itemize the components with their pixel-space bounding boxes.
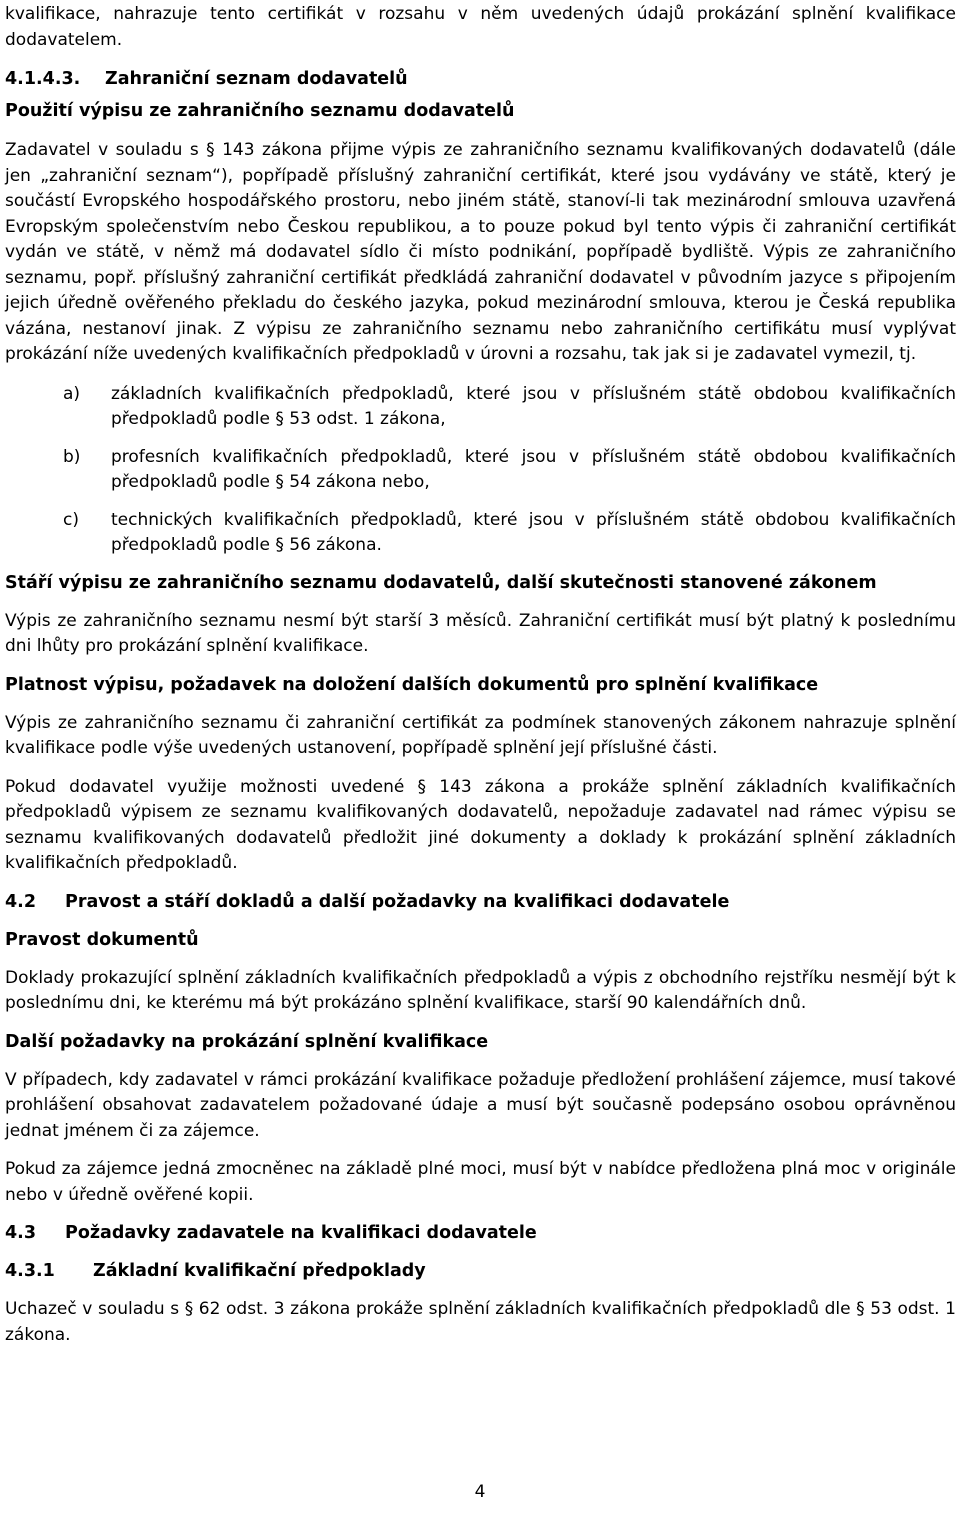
- list-marker: c): [63, 509, 79, 530]
- section-title: Pravost a stáří dokladů a další požadavky na kvalifikaci dodavatele: [65, 891, 730, 912]
- list-text: profesních kvalifikačních předpokladů, které jsou v příslušném státě obdobou kvalifikačních předpokladů podle § 54 zákona nebo,: [111, 446, 956, 492]
- section-title: Požadavky zadavatele na kvalifikaci dodavatele: [65, 1223, 537, 1243]
- section-4-3-1-heading: [5, 1259, 956, 1284]
- age-paragraph: Výpis ze zahraničního seznamu nesmí být starší 3 měsíců. Zahraniční certifikát musí být platný k poslednímu dni lhůty pro prokázání splnění kvalifikace.: [5, 610, 956, 656]
- validity-paragraph-1: Výpis ze zahraničního seznamu či zahraniční certifikát za podmínek stanovených zákonem nahrazuje splnění kvalifikace podle výše uvedených ustanovení, popřípadě splnění její příslušné části.: [5, 712, 956, 758]
- validity-heading: Platnost výpisu, požadavek na doložení dalších dokumentů pro splnění kvalifikace: [5, 674, 819, 695]
- list-item: [5, 508, 956, 559]
- other-requirements-paragraph-1: V případech, kdy zadavatel v rámci prokázání kvalifikace požaduje předložení prohlášení zájemce, musí takové prohlášení obsahovat zadavatelem požadované údaje a musí být současně podepsáno osobou oprávněnou jednat jménem či za zájemce.: [5, 1069, 956, 1141]
- age-heading: Stáří výpisu ze zahraničního seznamu dodavatelů, další skutečnosti stanovené zákonem: [5, 572, 877, 593]
- validity-paragraph-2: Pokud dodavatel využije možnosti uvedené § 143 zákona a prokáže splnění základních kvalifikačních předpokladů výpisem ze seznamu kvalifikovaných dodavatelů, nepožaduje zadavatel nad rámec výpisu se seznamu kvalifikovaných dodavatelů předložit jiné dokumenty a doklady k prokázání splnění základních kvalifikačních předpokladů.: [5, 776, 956, 873]
- basic-qualification-paragraph: Uchazeč v souladu s § 62 odst. 3 zákona prokáže splnění základních kvalifikačních předpokladů dle § 53 odst. 1 zákona.: [5, 1299, 956, 1345]
- list-item: [5, 445, 956, 496]
- section-number: 4.2: [5, 891, 37, 912]
- section-4-2-heading: [5, 890, 956, 915]
- section-number: 4.3.1: [5, 1261, 55, 1281]
- list-marker: b): [63, 446, 81, 467]
- document-page: [5, 0, 956, 1348]
- use-heading: Použití výpisu ze zahraničního seznamu dodavatelů: [5, 101, 515, 121]
- requirements-list: [5, 382, 956, 559]
- list-text: základních kvalifikačních předpokladů, které jsou v příslušném státě obdobou kvalifikačních předpokladů podle § 53 odst. 1 zákona,: [111, 383, 956, 429]
- section-title: Zahraniční seznam dodavatelů: [105, 69, 408, 89]
- other-requirements-paragraph-2: Pokud za zájemce jedná zmocněnec na základě plné moci, musí být v nabídce předložena plná moc v originále nebo v úředně ověřené kopii.: [5, 1159, 956, 1205]
- intro-paragraph: kvalifikace, nahrazuje tento certifikát v rozsahu v něm uvedených údajů prokázání splnění kvalifikace dodavatelem.: [5, 4, 956, 50]
- authenticity-heading: Pravost dokumentů: [5, 929, 199, 950]
- use-paragraph: Zadavatel v souladu s § 143 zákona přijme výpis ze zahraničního seznamu kvalifikovaných dodavatelů (dále jen „zahraniční seznam“), popřípadě příslušný zahraniční certifikát, které jsou vydávány ve státě, který je součástí Evropského hospodářského prostoru, nebo jiném státě, stanoví-li tak mezinárodní smlouva uzavřená Evropským společenstvím nebo Českou republikou, a to pouze pokud byl tento výpis či zahraniční certifikát vydán ve státě, v němž má dodavatel sídlo či místo podnikání, popřípadě bydliště. Výpis ze zahraničního seznamu, popř. příslušný zahraniční certifikát předkládá zahraniční dodavatel v původním jazyce s připojením jejich úředně ověřeného překladu do českého jazyka, pokud mezinárodní smlouva, kterou je Česká republika vázána, nestanoví jinak. Z výpisu ze zahraničního seznamu nebo zahraničního certifikátu musí vyplývat prokázání níže uvedených kvalifikačních předpokladů v úrovni a rozsahu, tak jak si je zadavatel vymezil, tj.: [5, 140, 956, 364]
- section-number: 4.3: [5, 1223, 37, 1243]
- page-number: 4: [474, 1482, 486, 1502]
- section-number: 4.1.4.3.: [5, 69, 81, 89]
- other-requirements-heading: Další požadavky na prokázání splnění kvalifikace: [5, 1031, 489, 1052]
- list-marker: a): [63, 383, 81, 404]
- section-4-1-4-3-heading: [5, 67, 956, 92]
- list-item: [5, 382, 956, 433]
- list-text: technických kvalifikačních předpokladů, které jsou v příslušném státě obdobou kvalifikačních předpokladů podle § 56 zákona.: [111, 509, 956, 555]
- section-4-3-heading: [5, 1221, 956, 1246]
- section-title: Základní kvalifikační předpoklady: [93, 1261, 426, 1281]
- authenticity-paragraph: Doklady prokazující splnění základních kvalifikačních předpokladů a výpis z obchodního rejstříku nesmějí být k poslednímu dni, ke kterému má být prokázáno splnění kvalifikace, starší 90 kalendářních dnů.: [5, 967, 956, 1013]
